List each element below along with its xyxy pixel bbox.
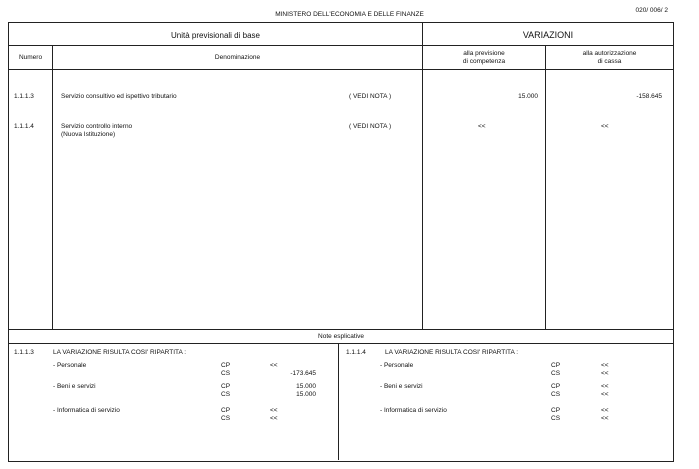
cs-label: CS [551,370,561,377]
grid-line [9,69,673,70]
cp-label: CP [221,407,231,414]
note-heading: LA VARIAZIONE RISULTA COSI' RIPARTITA : [53,349,187,356]
column-header-numero: Numero [18,54,43,61]
grid-line [52,46,53,329]
note-item-label: - Personale [380,362,414,369]
notes-title: Note esplicative [318,333,364,340]
row-denominazione-sub: (Nuova Istituzione) [61,131,116,138]
grid-line [9,45,673,46]
row-previsione: << [478,123,486,130]
grid-line [9,329,673,330]
row-denominazione: Servizio controllo interno [61,123,133,130]
cs-label: CS [551,391,561,398]
cs-label: CS [551,415,561,422]
cp-value: << [601,383,609,390]
row-cassa: -158.645 [636,93,662,100]
note-item-label: - Informatica di servizio [380,407,447,414]
cp-label: CP [221,383,231,390]
note-item-label: - Beni e servizi [380,383,423,390]
row-numero: 1.1.1.4 [14,123,34,130]
cp-label: CP [221,362,231,369]
cp-value: << [270,362,278,369]
row-denominazione: Servizio consultivo ed ispettivo tributario [61,93,177,100]
grid-line [422,23,423,329]
cs-value: << [601,415,609,422]
cs-value: 15.000 [296,391,316,398]
row-nota: ( VEDI NOTA ) [349,93,392,100]
grid-line [545,46,546,329]
cs-value: << [270,415,278,422]
row-previsione: 15.000 [518,93,538,100]
document-frame [8,22,674,462]
grid-line [9,343,673,344]
column-header-previsione-line2: di competenza [462,58,506,65]
row-numero: 1.1.1.3 [14,93,34,100]
grid-line [338,344,339,460]
cp-value: << [601,407,609,414]
cs-label: CS [221,370,231,377]
cp-label: CP [551,362,561,369]
cp-label: CP [551,383,561,390]
cs-value: -173.645 [290,370,316,377]
cp-label: CP [551,407,561,414]
cs-value: << [601,391,609,398]
column-header-denominazione: Denominazione [214,54,261,61]
cs-value: << [601,370,609,377]
cp-value: << [601,362,609,369]
cp-value: 15.000 [296,383,316,390]
note-item-label: - Informatica di servizio [53,407,120,414]
group-header-variazioni: VARIAZIONI [522,30,574,40]
page-code: 020/ 006/ 2 [635,7,668,14]
column-header-autorizzazione-line1: alla autorizzazione [582,50,637,57]
row-nota: ( VEDI NOTA ) [349,123,392,130]
note-item-label: - Personale [53,362,87,369]
note-code: 1.1.1.3 [14,349,34,356]
row-cassa: << [601,123,609,130]
note-heading: LA VARIAZIONE RISULTA COSI' RIPARTITA : [385,349,519,356]
group-header-unita: Unità previsionali di base [171,31,260,40]
column-header-previsione-line1: alla previsione [463,50,505,57]
cp-value: << [270,407,278,414]
note-code: 1.1.1.4 [346,349,366,356]
ministry-title: MINISTERO DELL'ECONOMIA E DELLE FINANZE [275,11,424,18]
cs-label: CS [221,391,231,398]
column-header-autorizzazione-line2: di cassa [597,58,622,65]
note-item-label: - Beni e servizi [53,383,96,390]
cs-label: CS [221,415,231,422]
